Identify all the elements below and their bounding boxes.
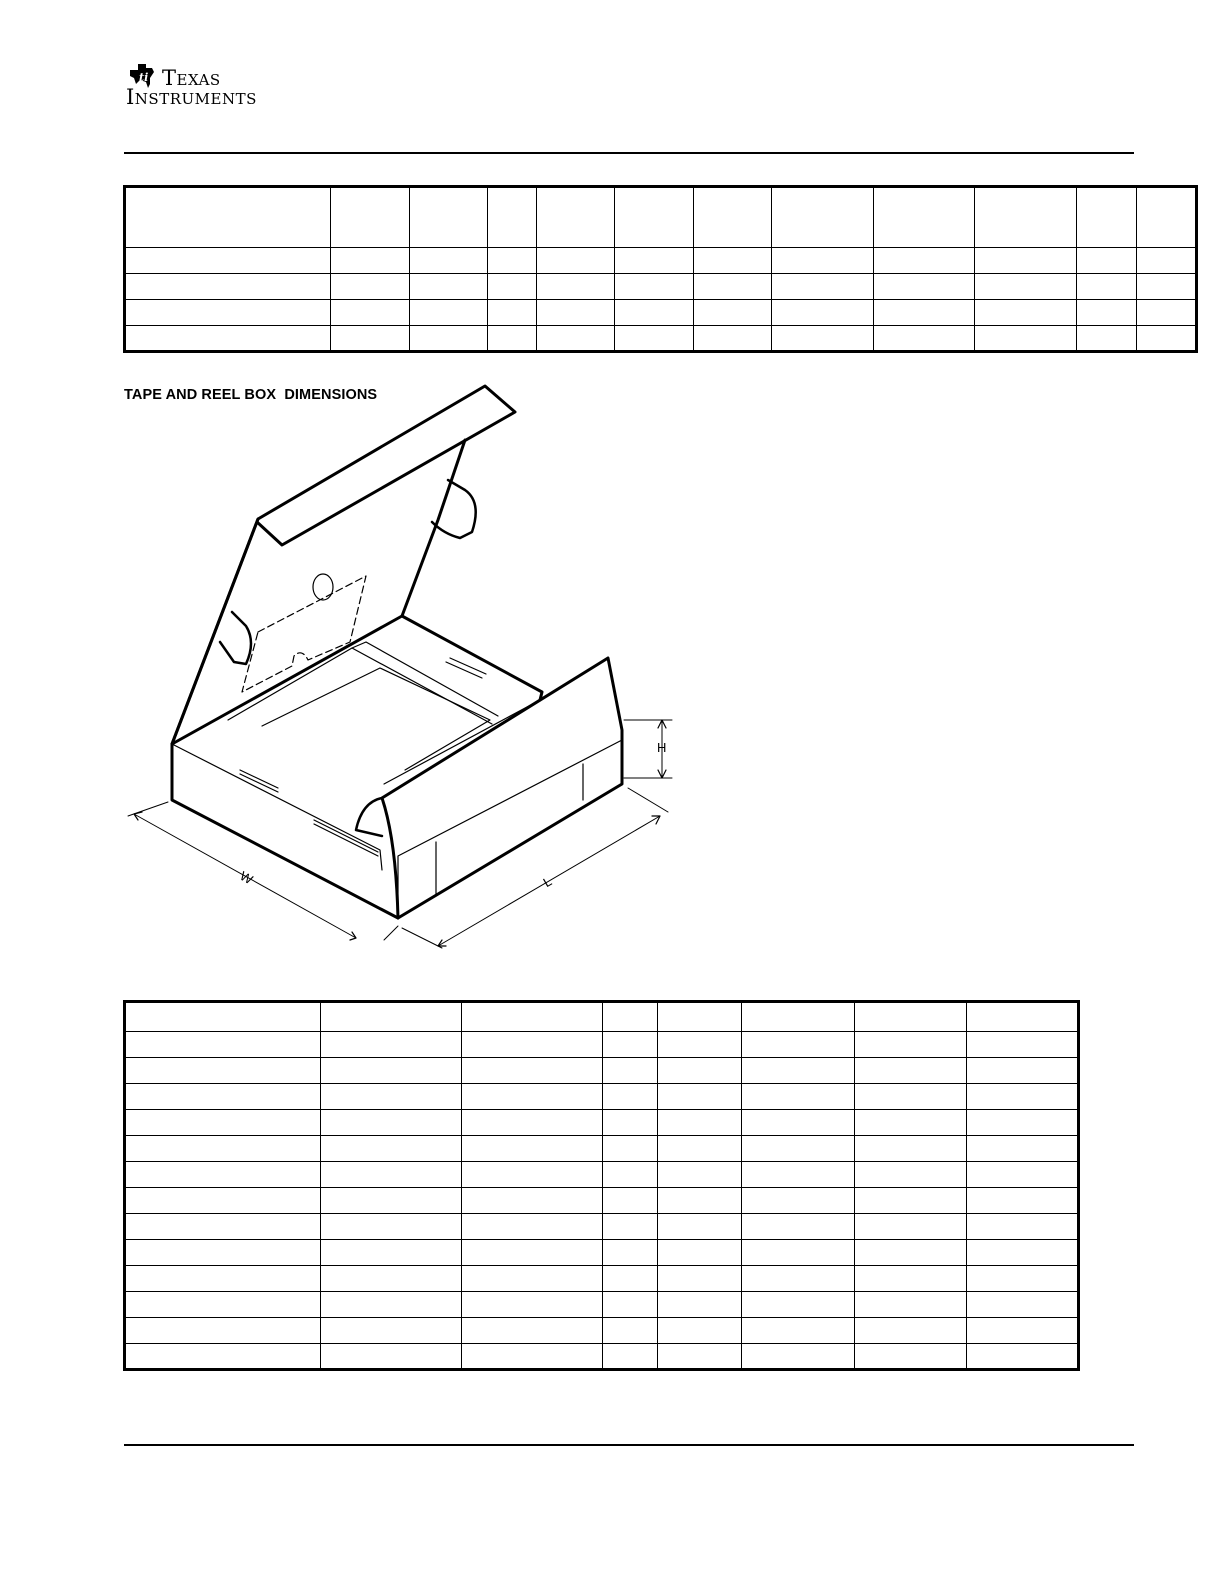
header-rule <box>124 152 1134 154</box>
height-label: H <box>657 740 667 755</box>
table-row <box>125 1058 1079 1084</box>
table-row <box>125 1136 1079 1162</box>
svg-text:ti: ti <box>139 71 149 84</box>
table-row <box>125 1344 1079 1370</box>
footer-rule <box>124 1444 1134 1446</box>
table-row <box>125 1188 1079 1214</box>
table-row <box>125 1240 1079 1266</box>
table-row <box>125 274 1197 300</box>
tape-reel-box-figure <box>120 380 680 955</box>
table-row <box>125 326 1197 352</box>
table-row <box>125 248 1197 274</box>
table-row <box>125 1292 1079 1318</box>
table-header-row <box>125 187 1197 248</box>
table-row <box>125 1214 1079 1240</box>
reel-dimensions-table <box>123 185 1198 353</box>
table-row <box>125 1162 1079 1188</box>
logo-line2: Instruments <box>126 85 257 109</box>
length-label: L <box>540 873 555 891</box>
table-header-row <box>125 1002 1079 1032</box>
section-heading: TAPE AND REEL BOX DIMENSIONS <box>124 387 378 403</box>
logo-line1: Texas <box>162 66 221 90</box>
box-dimensions-table <box>123 1000 1080 1371</box>
table-row <box>125 1318 1079 1344</box>
table-row <box>125 1084 1079 1110</box>
table-row <box>125 1032 1079 1058</box>
table-row <box>125 1266 1079 1292</box>
texas-instruments-logo <box>126 62 296 114</box>
table-row <box>125 300 1197 326</box>
open-box-icon <box>120 380 680 955</box>
width-label: W <box>237 868 256 888</box>
table-row <box>125 1110 1079 1136</box>
